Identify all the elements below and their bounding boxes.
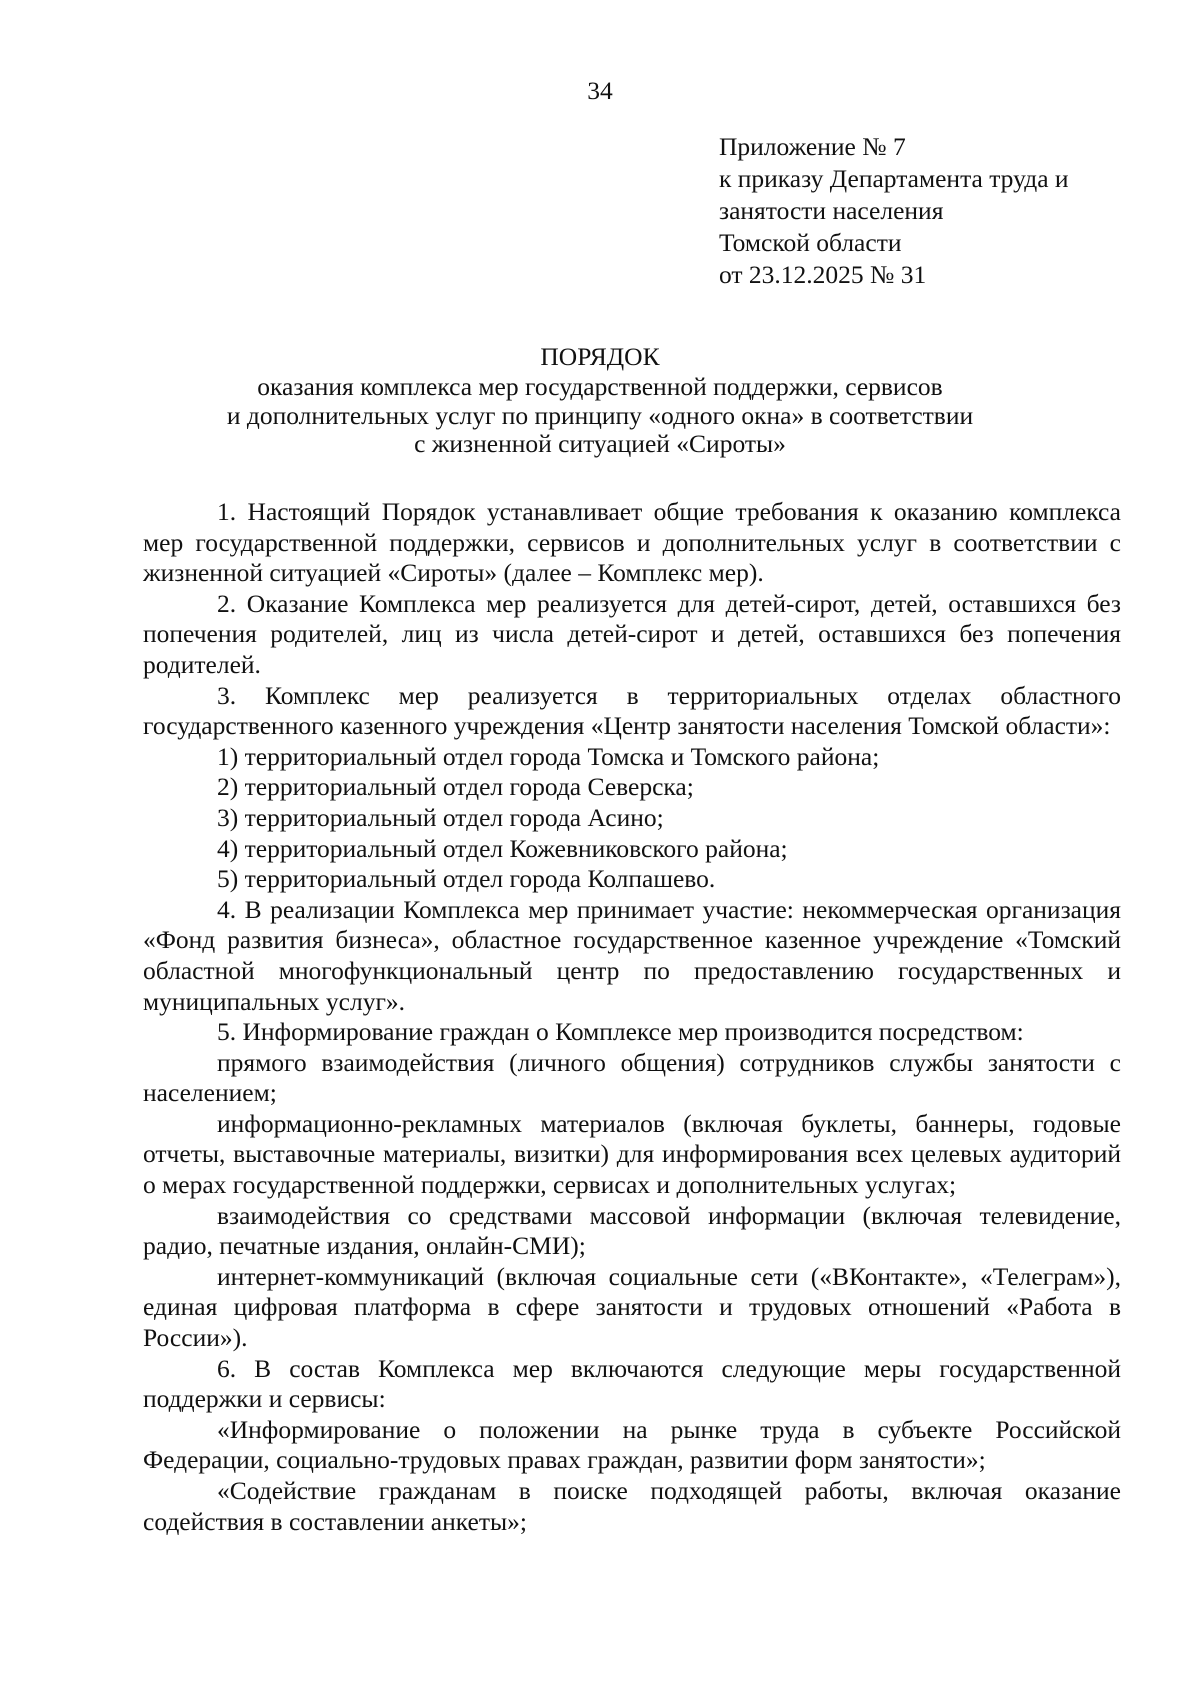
title-line: и дополнительных услуг по принципу «одного окна» в соответствии bbox=[226, 400, 974, 430]
list-item: 1) территориальный отдел города Томска и Томского района; bbox=[217, 741, 880, 771]
appendix-line: к приказу Департамента труда и bbox=[719, 164, 1069, 193]
paragraph: 6. В состав Комплекса мер включаются следующие меры государственной поддержки и сервисы: bbox=[143, 1353, 1121, 1414]
paragraph: 2. Оказание Комплекса мер реализуется для детей-сирот, детей, оставшихся без попечения родителей, лиц из числа детей-сирот и детей, оставшихся без попечения родителей. bbox=[143, 588, 1121, 679]
appendix-line: занятости населения bbox=[719, 196, 944, 225]
appendix-line: от 23.12.2025 № 31 bbox=[719, 260, 927, 289]
document-body bbox=[143, 497, 1121, 1537]
paragraph: информационно-рекламных материалов (включая буклеты, баннеры, годовые отчеты, выставочные материалы, визитки) для информирования всех целевых аудиторий о мерах государственной поддержки, сервисах и дополнительных услугах; bbox=[143, 1108, 1121, 1200]
title-line: оказания комплекса мер государственной поддержки, сервисов bbox=[257, 372, 943, 401]
list-item: 5) территориальный отдел города Колпашево. bbox=[217, 864, 716, 894]
paragraph: 5. Информирование граждан о Комплексе мер производится посредством: bbox=[217, 1017, 1024, 1047]
title-line: с жизненной ситуацией «Сироты» bbox=[414, 429, 786, 458]
list-item: 3) территориальный отдел города Асино; bbox=[217, 802, 664, 832]
title-heading: ПОРЯДОК bbox=[540, 342, 660, 371]
paragraph: 1. Настоящий Порядок устанавливает общие требования к оказанию комплекса мер государственной поддержки, сервисов и дополнительных услуг в соответствии с жизненной ситуацией «Сироты» (далее – Комплекс мер). bbox=[143, 497, 1121, 588]
paragraph: интернет-коммуникаций (включая социальные сети («ВКонтакте», «Телеграм»), единая цифровая платформа в сфере занятости и трудовых отношений «Работа в России»). bbox=[143, 1261, 1121, 1353]
appendix-line: Приложение № 7 bbox=[719, 132, 906, 161]
page-number: 34 bbox=[587, 76, 613, 105]
document-title bbox=[0, 341, 1200, 459]
paragraph: прямого взаимодействия (личного общения) сотрудников службы занятости с населением; bbox=[143, 1047, 1121, 1108]
appendix-line: Томской области bbox=[719, 228, 902, 257]
appendix-header bbox=[719, 131, 1069, 291]
paragraph: «Информирование о положении на рынке труда в субъекте Российской Федерации, социально-трудовых правах граждан, развитии форм занятости»; bbox=[143, 1414, 1121, 1475]
paragraph: взаимодействия со средствами массовой информации (включая телевидение, радио, печатные издания, онлайн-СМИ); bbox=[143, 1200, 1121, 1261]
paragraph: 3. Комплекс мер реализуется в территориальных отделах областного государственного казенного учреждения «Центр занятости населения Томской области»: bbox=[143, 680, 1121, 741]
list-item: 2) территориальный отдел города Северска; bbox=[217, 772, 694, 802]
paragraph: 4. В реализации Комплекса мер принимает участие: некоммерческая организация «Фонд развития бизнеса», областное государственное казенное учреждение «Томский областной многофункциональный центр по предоставлению государственных и муниципальных услуг». bbox=[143, 894, 1121, 1016]
paragraph: «Содействие гражданам в поиске подходящей работы, включая оказание содействия в составлении анкеты»; bbox=[143, 1476, 1121, 1536]
list-item: 4) территориальный отдел Кожевниковского района; bbox=[217, 833, 788, 863]
